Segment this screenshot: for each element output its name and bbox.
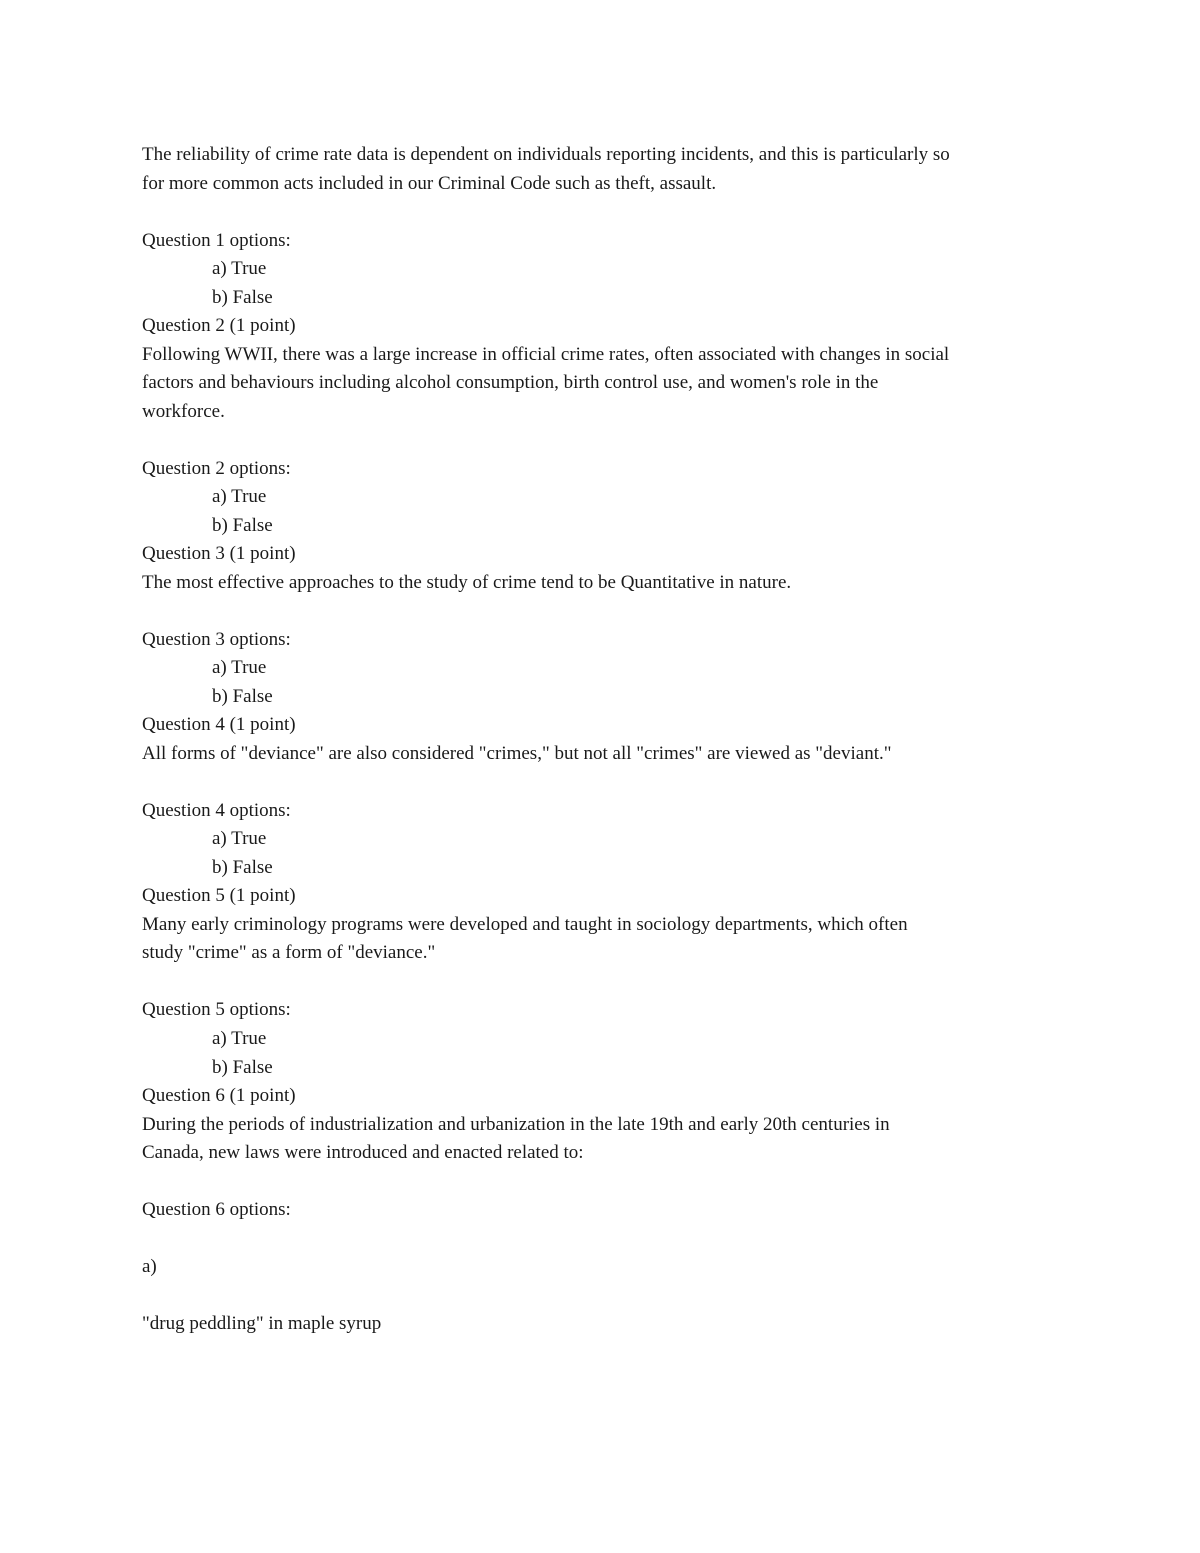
- question-4-option-a: a) True: [212, 828, 267, 850]
- question-2-text: workforce.: [142, 400, 225, 422]
- question-6-text: Canada, new laws were introduced and enacted related to:: [142, 1142, 584, 1164]
- question-4-options-label: Question 4 options:: [142, 799, 291, 821]
- question-5-heading: Question 5 (1 point): [142, 885, 296, 907]
- question-5-text: Many early criminology programs were developed and taught in sociology departments, which often: [142, 913, 908, 935]
- question-2-heading: Question 2 (1 point): [142, 315, 296, 337]
- question-3-option-a: a) True: [212, 657, 267, 679]
- question-3-option-b: b) False: [212, 685, 273, 707]
- question-6-option-a-text: "drug peddling" in maple syrup: [142, 1313, 382, 1335]
- question-3-text: The most effective approaches to the study of crime tend to be Quantitative in nature.: [142, 571, 792, 593]
- question-3-heading: Question 3 (1 point): [142, 543, 296, 565]
- question-4-option-b: b) False: [212, 856, 273, 878]
- intro-line: The reliability of crime rate data is dependent on individuals reporting incidents, and this is particularly so: [142, 144, 950, 165]
- question-1-option-b: b) False: [212, 286, 273, 308]
- question-3-options-label: Question 3 options:: [142, 628, 291, 650]
- question-5-text: study "crime" as a form of "deviance.": [142, 942, 436, 964]
- question-5-option-a: a) True: [212, 1027, 267, 1049]
- question-6-text: During the periods of industrialization and urbanization in the late 19th and early 20th centuries in: [142, 1113, 890, 1135]
- intro-line: for more common acts included in our Criminal Code such as theft, assault.: [142, 172, 717, 194]
- question-1-option-a: a) True: [212, 258, 267, 280]
- question-4-heading: Question 4 (1 point): [142, 714, 296, 736]
- question-6-option-a-label: a): [142, 1256, 157, 1278]
- question-1-options-label: Question 1 options:: [142, 229, 291, 251]
- question-4-text: All forms of "deviance" are also considered "crimes," but not all "crimes" are viewed as "deviant.": [142, 742, 892, 764]
- question-6-heading: Question 6 (1 point): [142, 1085, 296, 1107]
- question-5-options-label: Question 5 options:: [142, 999, 291, 1021]
- question-2-options-label: Question 2 options:: [142, 457, 291, 479]
- question-6-options-label: Question 6 options:: [142, 1199, 291, 1221]
- question-5-option-b: b) False: [212, 1056, 273, 1078]
- question-2-option-a: a) True: [212, 486, 267, 508]
- question-2-text: Following WWII, there was a large increase in official crime rates, often associated with changes in social: [142, 343, 950, 365]
- question-2-text: factors and behaviours including alcohol consumption, birth control use, and women's role in the: [142, 372, 879, 394]
- document-page: [142, 141, 950, 1339]
- question-2-option-b: b) False: [212, 514, 273, 536]
